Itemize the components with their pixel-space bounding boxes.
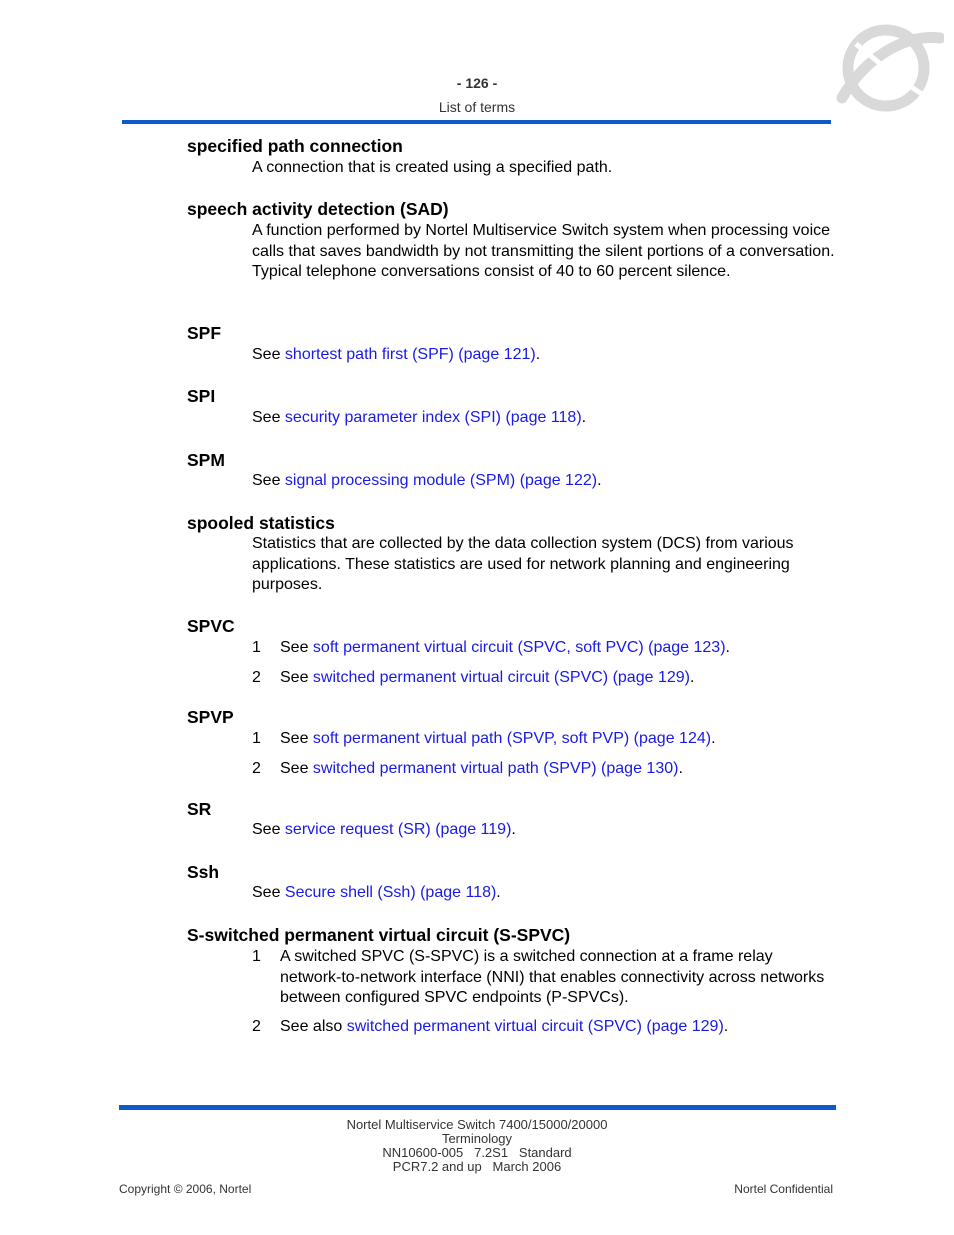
footer-doc-title: Terminology <box>441 1131 513 1146</box>
cross-reference-link[interactable]: security parameter index (SPI) (page 118) <box>284 409 582 426</box>
glossary-definition <box>252 408 837 429</box>
see-label: See <box>280 760 313 777</box>
see-label: See <box>280 730 313 747</box>
glossary-definition <box>252 471 837 492</box>
see-label: See <box>252 346 285 363</box>
glossary-term: SPVP <box>187 707 234 727</box>
footer-release: PCR7.2 and up March 2006 <box>392 1159 562 1174</box>
glossary-term: SPI <box>187 386 216 406</box>
glossary-term: S-switched permanent virtual circuit (S-SPVC) <box>187 925 571 945</box>
see-label: See <box>252 821 285 838</box>
cross-reference-link[interactable]: signal processing module (SPM) (page 122) <box>284 472 598 489</box>
cross-reference-link[interactable]: soft permanent virtual circuit (SPVC, soft PVC) (page 123) <box>312 639 726 656</box>
glossary-definition: A connection that is created using a specified path. <box>252 159 613 176</box>
punctuation: . <box>597 472 602 489</box>
punctuation: . <box>689 669 695 686</box>
punctuation: . <box>511 821 516 838</box>
item-number: 2 <box>252 669 261 686</box>
cross-reference-link[interactable]: switched permanent virtual circuit (SPVC) (page 129) <box>312 669 690 686</box>
item-number: 2 <box>252 1018 261 1035</box>
section-title: List of terms <box>438 99 516 115</box>
item-number: 1 <box>252 730 261 747</box>
cross-reference-link[interactable]: shortest path first (SPF) (page 121) <box>284 346 536 363</box>
see-label: See <box>252 409 285 426</box>
cross-reference-link[interactable]: service request (SR) (page 119) <box>284 821 512 838</box>
glossary-definition: Statistics that are collected by the data collection system (DCS) from various applications. These statistics are used for network planning and engineering purposes. <box>252 535 794 593</box>
footer-rule <box>119 1105 836 1110</box>
glossary-term: SR <box>187 799 212 819</box>
cross-reference-link[interactable]: switched permanent virtual circuit (SPVC) (page 129) <box>346 1018 724 1035</box>
punctuation: . <box>725 639 730 656</box>
glossary-term: SPM <box>187 450 225 470</box>
footer-copyright: Copyright © 2006, Nortel <box>119 1182 252 1196</box>
punctuation: . <box>711 730 716 747</box>
cross-reference-link[interactable]: soft permanent virtual path (SPVP, soft PVP) (page 124) <box>312 730 712 747</box>
cross-reference-link[interactable]: Secure shell (Ssh) (page 118) <box>284 884 497 901</box>
glossary-definition <box>252 345 837 366</box>
glossary-term: SPF <box>187 323 222 343</box>
punctuation: . <box>723 1018 729 1035</box>
punctuation: . <box>535 346 541 363</box>
glossary-term: Ssh <box>187 862 220 882</box>
page-number: - 126 - <box>456 75 498 91</box>
footer-doc-number: NN10600-005 7.2S1 Standard <box>382 1145 572 1160</box>
glossary-term: SPVC <box>187 616 235 636</box>
punctuation: . <box>581 409 587 426</box>
glossary-term: speech activity detection (SAD) <box>187 199 449 219</box>
see-label: See <box>280 669 313 686</box>
see-label: See <box>280 639 313 656</box>
glossary-definition: A function performed by Nortel Multiservice Switch system when processing voice calls that saves bandwidth by not transmitting the silent portions of a conversation. Typical telephone conversations consist of 40 to 60 percent silence. <box>252 222 835 280</box>
item-number: 1 <box>252 948 261 965</box>
glossary-definition <box>252 820 837 841</box>
see-label: See <box>252 472 285 489</box>
cross-reference-link[interactable]: switched permanent virtual path (SPVP) (page 130) <box>312 760 679 777</box>
item-number: 1 <box>252 639 261 656</box>
item-text: A switched SPVC (S-SPVC) is a switched connection at a frame relay network-to-network interface (NNI) that enables connectivity across networks between configured SPVC endpoints (P-SPVCs). <box>280 948 825 1006</box>
punctuation: . <box>496 884 501 901</box>
item-number: 2 <box>252 760 261 777</box>
header-rule <box>122 120 831 124</box>
glossary-definition <box>252 883 837 904</box>
footer-confidential: Nortel Confidential <box>734 1182 833 1196</box>
footer-document-info <box>0 1118 954 1174</box>
see-label: See <box>252 884 285 901</box>
punctuation: . <box>678 760 683 777</box>
see-label: See also <box>280 1018 347 1035</box>
glossary-term: spooled statistics <box>187 513 335 533</box>
glossary-term: specified path connection <box>187 136 403 156</box>
footer-product: Nortel Multiservice Switch 7400/15000/20000 <box>346 1117 608 1132</box>
